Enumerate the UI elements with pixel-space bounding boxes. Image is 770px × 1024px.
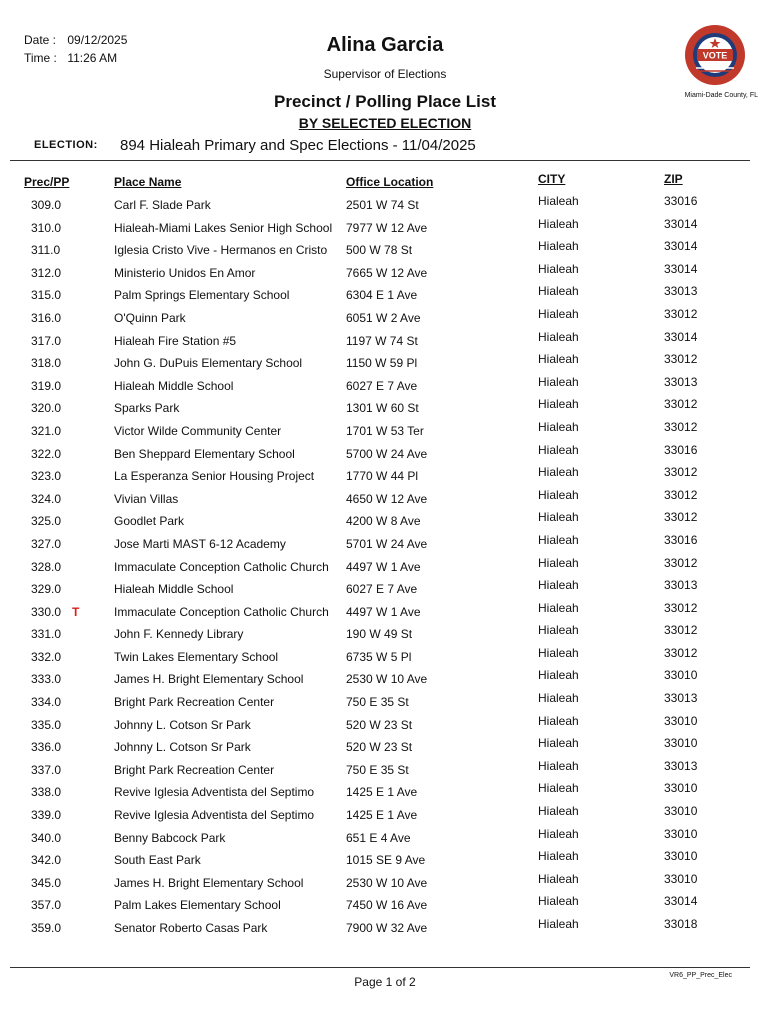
place-cell: Victor Wilde Community Center	[114, 423, 282, 438]
table-row	[0, 600, 770, 623]
place-cell: Hialeah Middle School	[114, 378, 234, 393]
col-header-place: Place Name	[114, 175, 182, 189]
prec-cell: 339.0	[31, 808, 62, 823]
place-cell: South East Park	[114, 853, 201, 868]
col-header-zip: ZIP	[664, 172, 683, 186]
office-cell: 1425 E 1 Ave	[346, 785, 418, 800]
page-subtitle: BY SELECTED ELECTION	[298, 115, 472, 131]
city-cell: Hialeah	[538, 668, 579, 683]
prec-cell: 322.0	[31, 446, 62, 461]
city-cell: Hialeah	[538, 532, 579, 547]
table-row	[0, 306, 770, 329]
time-label: Time :	[24, 51, 57, 65]
zip-cell: 33014	[664, 261, 698, 276]
zip-cell: 33012	[664, 645, 698, 660]
prec-cell: 310.0	[31, 220, 62, 235]
city-cell: Hialeah	[538, 781, 579, 796]
prec-cell: 336.0	[31, 740, 62, 755]
city-cell: Hialeah	[538, 894, 579, 909]
table-row	[0, 464, 770, 487]
office-cell: 5700 W 24 Ave	[346, 446, 428, 461]
prec-cell: 345.0	[31, 875, 62, 890]
date-value: 09/12/2025	[67, 33, 128, 47]
place-cell: Iglesia Cristo Vive - Hermanos en Cristo	[114, 243, 328, 258]
vote-seal-logo	[684, 24, 746, 86]
table-row	[0, 713, 770, 736]
place-cell: Benny Babcock Park	[114, 830, 226, 845]
place-cell: O'Quinn Park	[114, 310, 186, 325]
city-cell: Hialeah	[538, 758, 579, 773]
county-label: Miami-Dade County, FL	[684, 92, 758, 99]
city-cell: Hialeah	[538, 306, 579, 321]
city-cell: Hialeah	[538, 465, 579, 480]
place-cell: Bright Park Recreation Center	[114, 695, 275, 710]
table-row	[0, 555, 770, 578]
office-cell: 520 W 23 St	[346, 717, 413, 732]
office-cell: 1301 W 60 St	[346, 401, 419, 416]
table-row	[0, 532, 770, 555]
city-cell: Hialeah	[538, 849, 579, 864]
zip-cell: 33013	[664, 758, 698, 773]
office-cell: 7450 W 16 Ave	[346, 898, 428, 913]
zip-cell: 33012	[664, 600, 698, 615]
place-cell: Hialeah Middle School	[114, 582, 234, 597]
city-cell: Hialeah	[538, 239, 579, 254]
prec-cell: 316.0	[31, 310, 62, 325]
city-cell: Hialeah	[538, 352, 579, 367]
table-row	[0, 509, 770, 532]
flag-cell: T	[72, 604, 80, 619]
zip-cell: 33010	[664, 871, 698, 886]
place-cell: Palm Springs Elementary School	[114, 288, 290, 303]
table-row	[0, 396, 770, 419]
city-cell: Hialeah	[538, 600, 579, 615]
col-header-office: Office Location	[346, 175, 434, 189]
city-cell: Hialeah	[538, 917, 579, 931]
city-cell: Hialeah	[538, 645, 579, 660]
zip-cell: 33010	[664, 713, 698, 728]
office-cell: 4497 W 1 Ave	[346, 604, 421, 619]
table-row	[0, 374, 770, 397]
table-row	[0, 871, 770, 894]
header-divider	[10, 160, 750, 161]
city-cell: Hialeah	[538, 487, 579, 502]
office-cell: 7900 W 32 Ave	[346, 921, 428, 935]
place-cell: Carl F. Slade Park	[114, 198, 211, 212]
table-row	[0, 351, 770, 374]
zip-cell: 33013	[664, 691, 698, 706]
zip-cell: 33013	[664, 284, 698, 299]
date-label: Date :	[24, 33, 57, 47]
col-header-city: CITY	[538, 172, 566, 186]
office-cell: 750 E 35 St	[346, 695, 409, 710]
office-cell: 651 E 4 Ave	[346, 830, 411, 845]
election-name: 894 Hialeah Primary and Spec Elections - 11/04/2025	[120, 137, 476, 154]
city-cell: Hialeah	[538, 804, 579, 819]
place-cell: Vivian Villas	[114, 491, 179, 506]
place-cell: John F. Kennedy Library	[114, 627, 244, 642]
city-cell: Hialeah	[538, 194, 579, 208]
place-cell: Johnny L. Cotson Sr Park	[114, 717, 251, 732]
table-row	[0, 283, 770, 306]
page-number: Page 1 of 2	[354, 975, 416, 989]
place-cell: Hialeah-Miami Lakes Senior High School	[114, 220, 333, 235]
place-cell: Johnny L. Cotson Sr Park	[114, 740, 251, 755]
prec-cell: 338.0	[31, 785, 62, 800]
zip-cell: 33012	[664, 465, 698, 480]
table-row	[0, 690, 770, 713]
prec-cell: 312.0	[31, 265, 62, 280]
prec-cell: 337.0	[31, 762, 62, 777]
city-cell: Hialeah	[538, 510, 579, 525]
prec-cell: 311.0	[31, 243, 61, 258]
place-cell: Jose Marti MAST 6-12 Academy	[114, 536, 286, 551]
prec-cell: 327.0	[31, 536, 62, 551]
zip-cell: 33010	[664, 668, 698, 683]
zip-cell: 33012	[664, 352, 698, 367]
prec-cell: 309.0	[31, 198, 62, 212]
supervisor-name: Alina Garcia	[326, 34, 444, 56]
place-cell: Ben Sheppard Elementary School	[114, 446, 295, 461]
prec-cell: 319.0	[31, 378, 62, 393]
table-row	[0, 419, 770, 442]
prec-cell: 333.0	[31, 672, 62, 687]
prec-cell: 334.0	[31, 695, 62, 710]
prec-cell: 342.0	[31, 853, 62, 868]
table-row	[0, 916, 770, 939]
place-cell: Revive Iglesia Adventista del Septimo	[114, 808, 315, 823]
zip-cell: 33016	[664, 442, 698, 457]
city-cell: Hialeah	[538, 419, 579, 434]
zip-cell: 33014	[664, 239, 698, 254]
prec-cell: 315.0	[31, 288, 62, 303]
zip-cell: 33010	[664, 736, 698, 751]
prec-cell: 357.0	[31, 898, 62, 913]
supervisor-title: Supervisor of Elections	[323, 67, 447, 81]
zip-cell: 33013	[664, 374, 698, 389]
city-cell: Hialeah	[538, 691, 579, 706]
col-header-prec: Prec/PP	[24, 175, 70, 189]
place-cell: Hialeah Fire Station #5	[114, 333, 237, 348]
place-cell: La Esperanza Senior Housing Project	[114, 469, 315, 484]
zip-cell: 33010	[664, 781, 698, 796]
office-cell: 5701 W 24 Ave	[346, 536, 428, 551]
city-cell: Hialeah	[538, 578, 579, 593]
zip-cell: 33016	[664, 194, 698, 208]
place-cell: James H. Bright Elementary School	[114, 672, 304, 687]
office-cell: 6304 E 1 Ave	[346, 288, 418, 303]
place-cell: Revive Iglesia Adventista del Septimo	[114, 785, 315, 800]
zip-cell: 33010	[664, 804, 698, 819]
time-value: 11:26 AM	[67, 51, 118, 65]
prec-cell: 329.0	[31, 582, 62, 597]
office-cell: 520 W 23 St	[346, 740, 413, 755]
office-cell: 190 W 49 St	[346, 627, 413, 642]
city-cell: Hialeah	[538, 442, 579, 457]
place-cell: Palm Lakes Elementary School	[114, 898, 281, 913]
office-cell: 1425 E 1 Ave	[346, 808, 418, 823]
city-cell: Hialeah	[538, 284, 579, 299]
table-row	[0, 893, 770, 916]
prec-cell: 332.0	[31, 649, 62, 664]
place-cell: Sparks Park	[114, 401, 180, 416]
zip-cell: 33014	[664, 894, 698, 909]
table-row	[0, 826, 770, 849]
city-cell: Hialeah	[538, 261, 579, 276]
table-row	[0, 487, 770, 510]
city-cell: Hialeah	[538, 713, 579, 728]
table-row	[0, 193, 770, 216]
table-row	[0, 667, 770, 690]
office-cell: 500 W 78 St	[346, 243, 413, 258]
table-row	[0, 216, 770, 239]
table-row	[0, 848, 770, 871]
zip-cell: 33014	[664, 216, 698, 231]
zip-cell: 33012	[664, 487, 698, 502]
city-cell: Hialeah	[538, 623, 579, 638]
place-cell: Goodlet Park	[114, 514, 185, 529]
table-row	[0, 238, 770, 261]
zip-cell: 33010	[664, 849, 698, 864]
office-cell: 4650 W 12 Ave	[346, 491, 428, 506]
city-cell: Hialeah	[538, 374, 579, 389]
place-cell: Immaculate Conception Catholic Church	[114, 559, 329, 574]
office-cell: 4200 W 8 Ave	[346, 514, 421, 529]
office-cell: 7977 W 12 Ave	[346, 220, 428, 235]
prec-cell: 330.0	[31, 604, 62, 619]
table-row	[0, 803, 770, 826]
office-cell: 1150 W 59 Pl	[346, 356, 418, 371]
table-row	[0, 622, 770, 645]
office-cell: 1197 W 74 St	[346, 333, 418, 348]
city-cell: Hialeah	[538, 397, 579, 412]
page-title: Precinct / Polling Place List	[273, 92, 496, 111]
table-row	[0, 645, 770, 668]
place-cell: Ministerio Unidos En Amor	[114, 265, 256, 280]
office-cell: 4497 W 1 Ave	[346, 559, 421, 574]
prec-cell: 328.0	[31, 559, 62, 574]
office-cell: 2501 W 74 St	[346, 198, 419, 212]
office-cell: 1015 SE 9 Ave	[346, 853, 426, 868]
table-row	[0, 780, 770, 803]
office-cell: 6027 E 7 Ave	[346, 582, 418, 597]
prec-cell: 324.0	[31, 491, 62, 506]
office-cell: 1770 W 44 Pl	[346, 469, 419, 484]
logo-text: VOTE	[702, 50, 728, 61]
prec-cell: 318.0	[31, 356, 62, 371]
prec-cell: 340.0	[31, 830, 62, 845]
prec-cell: 325.0	[31, 514, 62, 529]
office-cell: 6051 W 2 Ave	[346, 310, 421, 325]
prec-cell: 323.0	[31, 469, 62, 484]
prec-cell: 331.0	[31, 627, 62, 642]
footer-divider	[10, 967, 750, 968]
prec-cell: 335.0	[31, 717, 62, 732]
place-cell: Senator Roberto Casas Park	[114, 921, 268, 935]
office-cell: 2530 W 10 Ave	[346, 672, 428, 687]
office-cell: 6735 W 5 Pl	[346, 649, 412, 664]
office-cell: 1701 W 53 Ter	[346, 423, 424, 438]
table-row	[0, 329, 770, 352]
place-cell: John G. DuPuis Elementary School	[114, 356, 303, 371]
place-cell: Twin Lakes Elementary School	[114, 649, 279, 664]
place-cell: Immaculate Conception Catholic Church	[114, 604, 329, 619]
prec-cell: 320.0	[31, 401, 62, 416]
table-row	[0, 577, 770, 600]
zip-cell: 33012	[664, 419, 698, 434]
city-cell: Hialeah	[538, 871, 579, 886]
zip-cell: 33012	[664, 623, 698, 638]
zip-cell: 33012	[664, 306, 698, 321]
prec-cell: 317.0	[31, 333, 62, 348]
office-cell: 6027 E 7 Ave	[346, 378, 418, 393]
zip-cell: 33016	[664, 532, 698, 547]
table-row	[0, 442, 770, 465]
election-label: ELECTION:	[34, 139, 98, 151]
place-cell: James H. Bright Elementary School	[114, 875, 304, 890]
zip-cell: 33012	[664, 397, 698, 412]
prec-cell: 321.0	[31, 423, 62, 438]
zip-cell: 33018	[664, 917, 698, 931]
zip-cell: 33012	[664, 510, 698, 525]
office-cell: 2530 W 10 Ave	[346, 875, 428, 890]
office-cell: 750 E 35 St	[346, 762, 409, 777]
zip-cell: 33013	[664, 578, 698, 593]
place-cell: Bright Park Recreation Center	[114, 762, 275, 777]
precinct-table	[0, 193, 770, 939]
city-cell: Hialeah	[538, 329, 579, 344]
zip-cell: 33010	[664, 826, 698, 841]
table-row	[0, 261, 770, 284]
table-row	[0, 735, 770, 758]
zip-cell: 33012	[664, 555, 698, 570]
table-row	[0, 758, 770, 781]
city-cell: Hialeah	[538, 826, 579, 841]
prec-cell: 359.0	[31, 921, 62, 935]
city-cell: Hialeah	[538, 555, 579, 570]
office-cell: 7665 W 12 Ave	[346, 265, 428, 280]
report-code: VR6_PP_Prec_Elec	[669, 972, 732, 979]
city-cell: Hialeah	[538, 216, 579, 231]
zip-cell: 33014	[664, 329, 698, 344]
city-cell: Hialeah	[538, 736, 579, 751]
